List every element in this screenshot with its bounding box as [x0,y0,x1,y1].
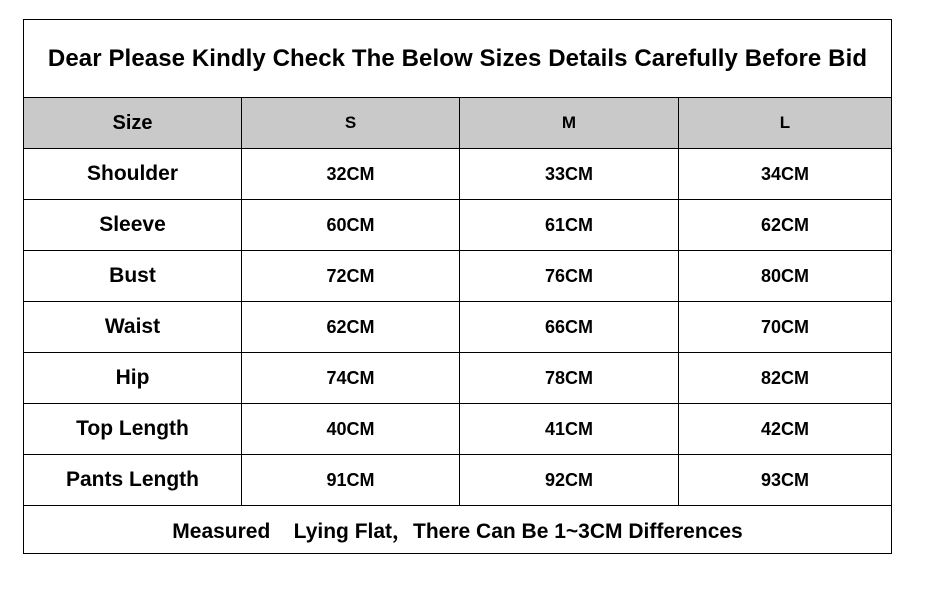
cell-l: 62CM [760,214,809,235]
header-size-label: Size [24,98,242,148]
row-label: Hip [24,353,242,403]
cell-m: 33CM [460,149,679,199]
row-label: Shoulder [24,149,242,199]
cell-l: 80CM [760,265,809,286]
cell-s: 62CM [242,302,460,352]
table-row-pants-length [24,455,891,506]
page-title: Dear Please Kindly Check The Below Sizes Details Carefully Before Bid [47,44,868,72]
header-size-s: S [242,98,460,148]
cell-l: 34CM [760,163,809,184]
cell-m: 78CM [460,353,679,403]
title-row [24,20,891,98]
table-row-shoulder [24,149,891,200]
header-size-m: M [460,98,679,148]
row-label: Waist [24,302,242,352]
cell-s: 74CM [242,353,460,403]
table-row-sleeve [24,200,891,251]
cell-l: 93CM [760,469,809,490]
cell-l: 70CM [760,316,809,337]
table-row-top-length [24,404,891,455]
cell-l: 42CM [760,418,809,439]
cell-s: 40CM [242,404,460,454]
cell-s: 91CM [242,455,460,505]
table-row-waist [24,302,891,353]
cell-m: 66CM [460,302,679,352]
cell-s: 72CM [242,251,460,301]
measurement-note-row [24,506,891,553]
cell-s: 32CM [242,149,460,199]
row-label: Sleeve [24,200,242,250]
row-label: Top Length [24,404,242,454]
cell-m: 76CM [460,251,679,301]
row-label: Bust [24,251,242,301]
row-label: Pants Length [24,455,242,505]
size-chart-table [23,19,892,554]
header-size-l: L [779,113,791,132]
cell-s: 60CM [242,200,460,250]
table-row-bust [24,251,891,302]
measurement-note: Measured Lying Flat，There Can Be 1~3CM Differences [172,519,743,543]
cell-m: 61CM [460,200,679,250]
cell-m: 92CM [460,455,679,505]
cell-l: 82CM [760,367,809,388]
cell-m: 41CM [460,404,679,454]
table-row-hip [24,353,891,404]
header-row [24,98,891,149]
